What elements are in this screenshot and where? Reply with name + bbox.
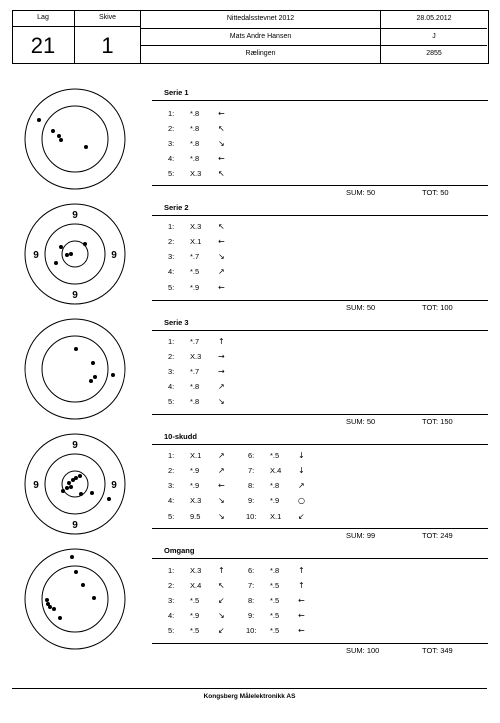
direction-arrow-icon: ↗ [218,466,225,475]
shot-score: X.4 [190,581,202,590]
middle-ring [45,454,105,514]
shot-hole [65,486,69,490]
shot-row [168,283,368,295]
direction-arrow-icon: ↑ [218,337,225,346]
shot-hole [107,497,111,501]
shot-number: 10: [246,512,257,521]
shot-number: 4: [168,382,175,391]
middle-ring [45,224,105,284]
shot-hole [58,616,62,620]
direction-arrow-icon: ↙ [218,596,225,605]
direction-arrow-icon: ↖ [218,222,225,231]
shot-score: *.5 [190,626,200,635]
header-divider [12,26,141,27]
shot-score: X.3 [190,169,202,178]
direction-arrow-icon: ← [298,626,305,635]
shot-hole [74,476,78,480]
shot-row [168,139,368,151]
skive-value: 1 [101,33,114,58]
shot-hole [70,555,74,559]
shot-hole [61,489,65,493]
direction-arrow-icon: ← [218,481,225,490]
shot-hole [69,485,73,489]
series-title: Omgang [164,546,195,555]
divider [152,330,488,331]
shot-number: 4: [168,154,175,163]
ring-label: 9 [33,480,39,491]
shot-score: *.8 [190,124,200,133]
shot-number: 5: [168,512,175,521]
series-title: Serie 1 [164,88,189,97]
shot-hole [67,481,71,485]
shot-hole [51,129,55,133]
shot-hole [74,347,78,351]
inner-ring [62,471,88,497]
shooter-number: 2855 [426,50,442,57]
shooter-name: Mats Andre Hansen [229,33,292,40]
direction-arrow-icon: ← [298,611,305,620]
ring-label: 9 [111,250,117,261]
header-divider [140,28,487,29]
shot-row [168,222,368,234]
shot-score: X.4 [270,466,282,475]
outer-ring [25,319,125,419]
shot-hole [83,242,87,246]
series-title: 10-skudd [164,432,197,441]
shot-score: *.9 [270,496,280,505]
divider [152,100,488,101]
direction-arrow-icon: ↑ [298,566,305,575]
direction-arrow-icon: ↑ [218,566,225,575]
shot-number: 4: [168,267,175,276]
shot-score: *.8 [190,382,200,391]
shot-number: 9: [248,611,255,620]
inner-ring [42,566,108,632]
direction-arrow-icon: ↘ [218,512,225,521]
shot-row [168,466,368,478]
direction-arrow-icon: ↘ [218,496,225,505]
direction-arrow-icon: ↖ [218,124,225,133]
shot-row [168,367,368,379]
shot-row [168,596,368,608]
shot-number: 4: [168,611,175,620]
shot-row [168,237,368,249]
divider [152,528,488,529]
shot-number: 5: [168,626,175,635]
shot-number: 4: [168,496,175,505]
shot-score: *.7 [190,337,200,346]
footer-divider [12,688,487,689]
shot-number: 2: [168,124,175,133]
shot-number: 2: [168,237,175,246]
series-title: Serie 3 [164,318,189,327]
shot-score: *.8 [190,109,200,118]
shot-hole [79,492,83,496]
shooter-club: Rælingen [245,50,276,57]
shot-score: X.3 [190,566,202,575]
shot-score: *.9 [190,481,200,490]
shot-row [168,581,368,593]
shot-hole [93,375,97,379]
shot-score: *.7 [190,367,200,376]
target-diagram [23,547,127,651]
target-diagram [23,87,127,191]
outer-ring [25,89,125,189]
shot-hole [52,607,56,611]
inner-ring [42,106,108,172]
shot-number: 2: [168,466,175,475]
shot-row [168,252,368,264]
event-name: Nittedalsstevnet 2012 [226,15,295,22]
shot-number: 5: [168,283,175,292]
series-sum: SUM: 50 [346,303,376,312]
direction-arrow-icon: → [218,352,225,361]
shot-number: 7: [248,466,255,475]
target-diagram [23,202,127,306]
series-sum: SUM: 50 [346,417,376,426]
shot-hole [90,491,94,495]
lag-value: 21 [30,33,56,58]
shot-score: *.9 [190,611,200,620]
shot-row [168,382,368,394]
shot-score: *.5 [270,581,280,590]
series-sum: SUM: 100 [346,646,380,655]
footer-company: Kongsberg Målelektronikk AS [203,693,296,700]
ring-label: 9 [72,520,78,531]
header-divider [140,45,487,46]
shot-hole [111,373,115,377]
direction-arrow-icon: ↗ [218,382,225,391]
ring-label: 9 [72,210,78,221]
shooter-class: J [432,33,436,40]
shot-number: 8: [248,481,255,490]
shot-number: 1: [168,222,175,231]
divider [152,643,488,644]
shot-row [168,481,368,493]
divider [152,558,488,559]
series-total: TOT: 349 [422,646,453,655]
direction-arrow-icon: ↙ [298,512,305,521]
shot-number: 1: [168,451,175,460]
shot-score: *.5 [190,596,200,605]
direction-arrow-icon: ↓ [298,466,305,475]
shot-number: 3: [168,139,175,148]
shot-score: *.8 [270,566,280,575]
series-sum: SUM: 99 [346,531,376,540]
shot-score: *.5 [270,626,280,635]
shot-row [168,109,368,121]
shot-row [168,611,368,623]
direction-arrow-icon: ← [298,596,305,605]
divider [152,215,488,216]
target-diagram [23,432,127,536]
shot-number: 5: [168,169,175,178]
shot-number: 1: [168,337,175,346]
shot-score: *.5 [190,267,200,276]
series-total: TOT: 50 [422,188,449,197]
direction-arrow-icon: ↗ [218,451,225,460]
shot-row [168,451,368,463]
shot-row [168,566,368,578]
shot-row [168,124,368,136]
shot-score: X.3 [190,352,202,361]
shot-number: 3: [168,252,175,261]
direction-arrow-icon: ↘ [218,611,225,620]
skive-label: Skive [98,14,117,21]
shot-number: 9: [248,496,255,505]
direction-arrow-icon: ↙ [218,626,225,635]
series-title: Serie 2 [164,203,189,212]
direction-arrow-icon: ↓ [298,451,305,460]
shot-score: X.1 [270,512,282,521]
shot-score: *.5 [270,451,280,460]
shot-hole [57,134,61,138]
shot-number: 2: [168,352,175,361]
shot-score: X.1 [190,237,202,246]
shot-score: *.8 [190,154,200,163]
divider [152,300,488,301]
shot-row [168,512,368,524]
shot-hole [65,253,69,257]
shot-score: *.9 [190,283,200,292]
shot-score: *.8 [190,397,200,406]
shot-hole [78,474,82,478]
shot-score: *.8 [190,139,200,148]
ring-label: 9 [72,440,78,451]
shot-score: *.7 [190,252,200,261]
shot-hole [74,570,78,574]
direction-arrow-icon: ← [218,237,225,246]
shot-row [168,267,368,279]
shot-number: 5: [168,397,175,406]
shot-hole [92,596,96,600]
shot-score: *.5 [270,596,280,605]
direction-arrow-icon: ← [218,154,225,163]
shot-score: X.3 [190,496,202,505]
divider [152,185,488,186]
ring-label: 9 [72,290,78,301]
shot-hole [81,583,85,587]
shot-score: *.5 [270,611,280,620]
shot-number: 1: [168,566,175,575]
series-sum: SUM: 50 [346,188,376,197]
divider [152,444,488,445]
shot-number: 7: [248,581,255,590]
shot-hole [69,252,73,256]
lag-label: Lag [37,14,49,21]
event-date: 28.05.2012 [416,15,452,22]
target-diagram [23,317,127,421]
shot-hole [37,118,41,122]
miss-circle-icon: ○ [298,496,305,505]
shot-score: X.3 [190,222,202,231]
shot-number: 3: [168,596,175,605]
direction-arrow-icon: ↑ [298,581,305,590]
shot-hole [45,598,49,602]
shot-hole [48,605,52,609]
series-total: TOT: 249 [422,531,453,540]
shot-row [168,154,368,166]
direction-arrow-icon: ← [218,109,225,118]
shot-score: X.1 [190,451,202,460]
divider [152,414,488,415]
shot-score: 9.5 [190,512,201,521]
direction-arrow-icon: ↘ [218,397,225,406]
direction-arrow-icon: ↖ [218,169,225,178]
outer-ring [25,549,125,649]
shot-hole [91,361,95,365]
shot-score: *.8 [270,481,280,490]
shot-number: 1: [168,109,175,118]
shot-hole [54,261,58,265]
direction-arrow-icon: ↖ [218,581,225,590]
shot-hole [59,245,63,249]
direction-arrow-icon: ↘ [218,252,225,261]
direction-arrow-icon: ↗ [298,481,305,490]
shot-score: *.9 [190,466,200,475]
shot-number: 8: [248,596,255,605]
shot-row [168,337,368,349]
direction-arrow-icon: ↗ [218,267,225,276]
shot-row [168,496,368,508]
shot-hole [59,138,63,142]
shot-number: 6: [248,451,255,460]
ring-label: 9 [33,250,39,261]
direction-arrow-icon: ← [218,283,225,292]
shot-number: 6: [248,566,255,575]
shot-row [168,352,368,364]
inner-ring [42,336,108,402]
ring-label: 9 [111,480,117,491]
series-total: TOT: 150 [422,417,453,426]
shot-hole [89,379,93,383]
series-total: TOT: 100 [422,303,453,312]
shot-number: 3: [168,367,175,376]
shot-row [168,397,368,409]
shot-row [168,626,368,638]
shot-hole [84,145,88,149]
direction-arrow-icon: ↘ [218,139,225,148]
shot-row [168,169,368,181]
direction-arrow-icon: → [218,367,225,376]
shot-number: 3: [168,481,175,490]
shot-number: 10: [246,626,257,635]
shot-number: 2: [168,581,175,590]
